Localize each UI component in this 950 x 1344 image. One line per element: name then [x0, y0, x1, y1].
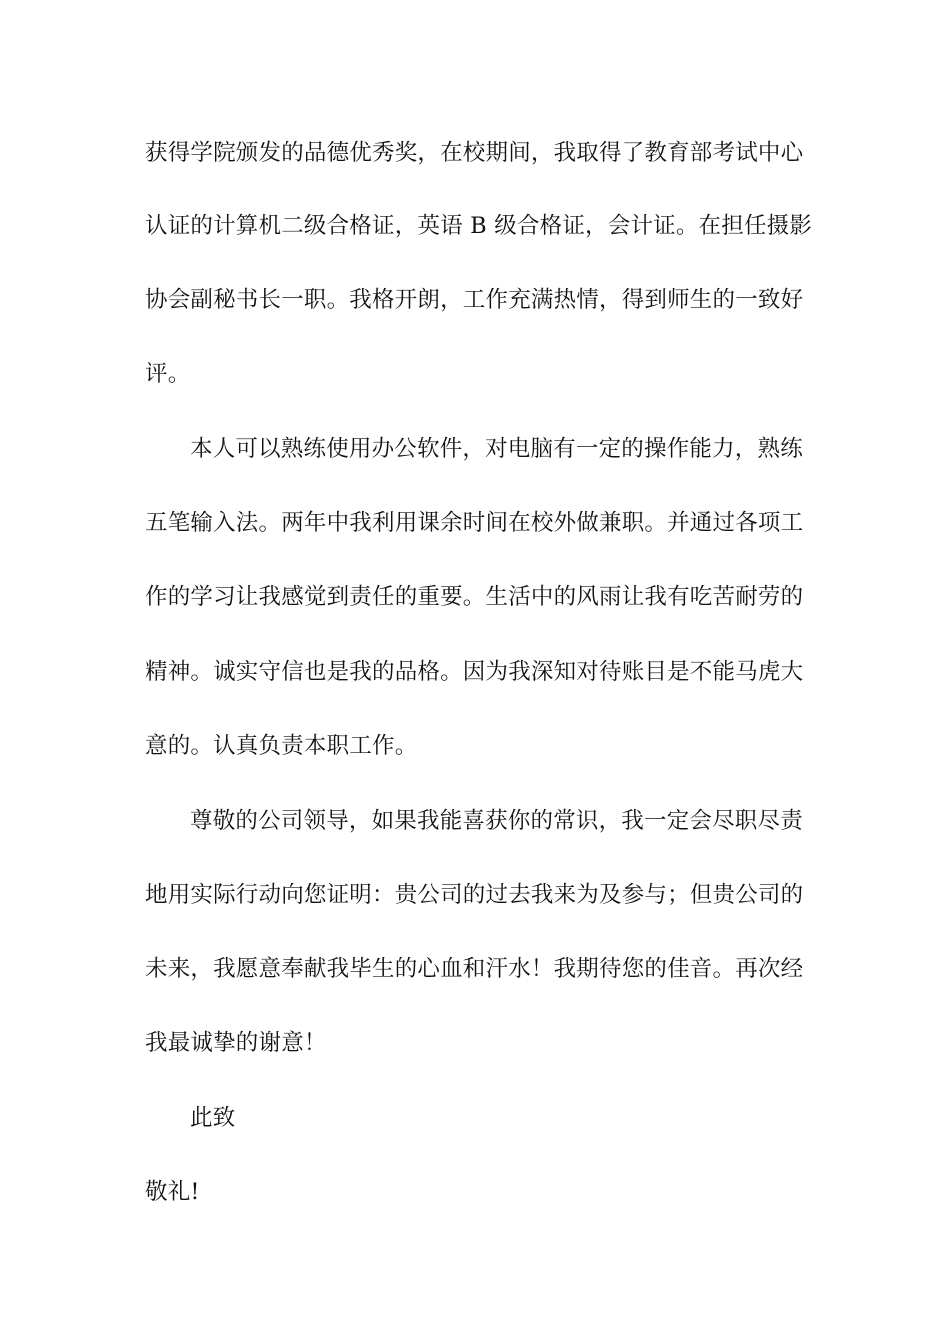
closing-regards: 敬礼! — [145, 1179, 200, 1205]
paragraph-first-line: 尊敬的公司领导，如果我能喜获你的常识，我一定会尽职尽责 — [190, 808, 803, 834]
text-line: 地用实际行动向您证明：贵公司的过去我来为及参与；但贵公司的 — [145, 882, 804, 908]
text-line: 未来，我愿意奉献我毕生的心血和汗水！我期待您的佳音。再次经 — [145, 956, 804, 982]
paragraph-first-line: 本人可以熟练使用办公软件，对电脑有一定的操作能力，熟练 — [190, 436, 803, 462]
text-line: 五笔输入法。两年中我利用课余时间在校外做兼职。并通过各项工 — [145, 510, 804, 536]
text-line: 获得学院颁发的品德优秀奖，在校期间，我取得了教育部考试中心 — [145, 140, 804, 166]
text-line: 意的。认真负责本职工作。 — [145, 733, 418, 759]
text-line: 评。 — [145, 361, 191, 387]
text-line: 协会副秘书长一职。我格开朗，工作充满热情，得到师生的一致好 — [145, 287, 804, 313]
text-line: 我最诚挚的谢意！ — [145, 1030, 327, 1056]
closing-salutation: 此致 — [190, 1105, 236, 1131]
text-line: 认证的计算机二级合格证，英语 B 级合格证，会计证。在担任摄影 — [145, 213, 813, 239]
text-line: 精神。诚实守信也是我的品格。因为我深知对待账目是不能马虎大 — [145, 659, 804, 685]
text-line: 作的学习让我感觉到责任的重要。生活中的风雨让我有吃苦耐劳的 — [145, 584, 804, 610]
